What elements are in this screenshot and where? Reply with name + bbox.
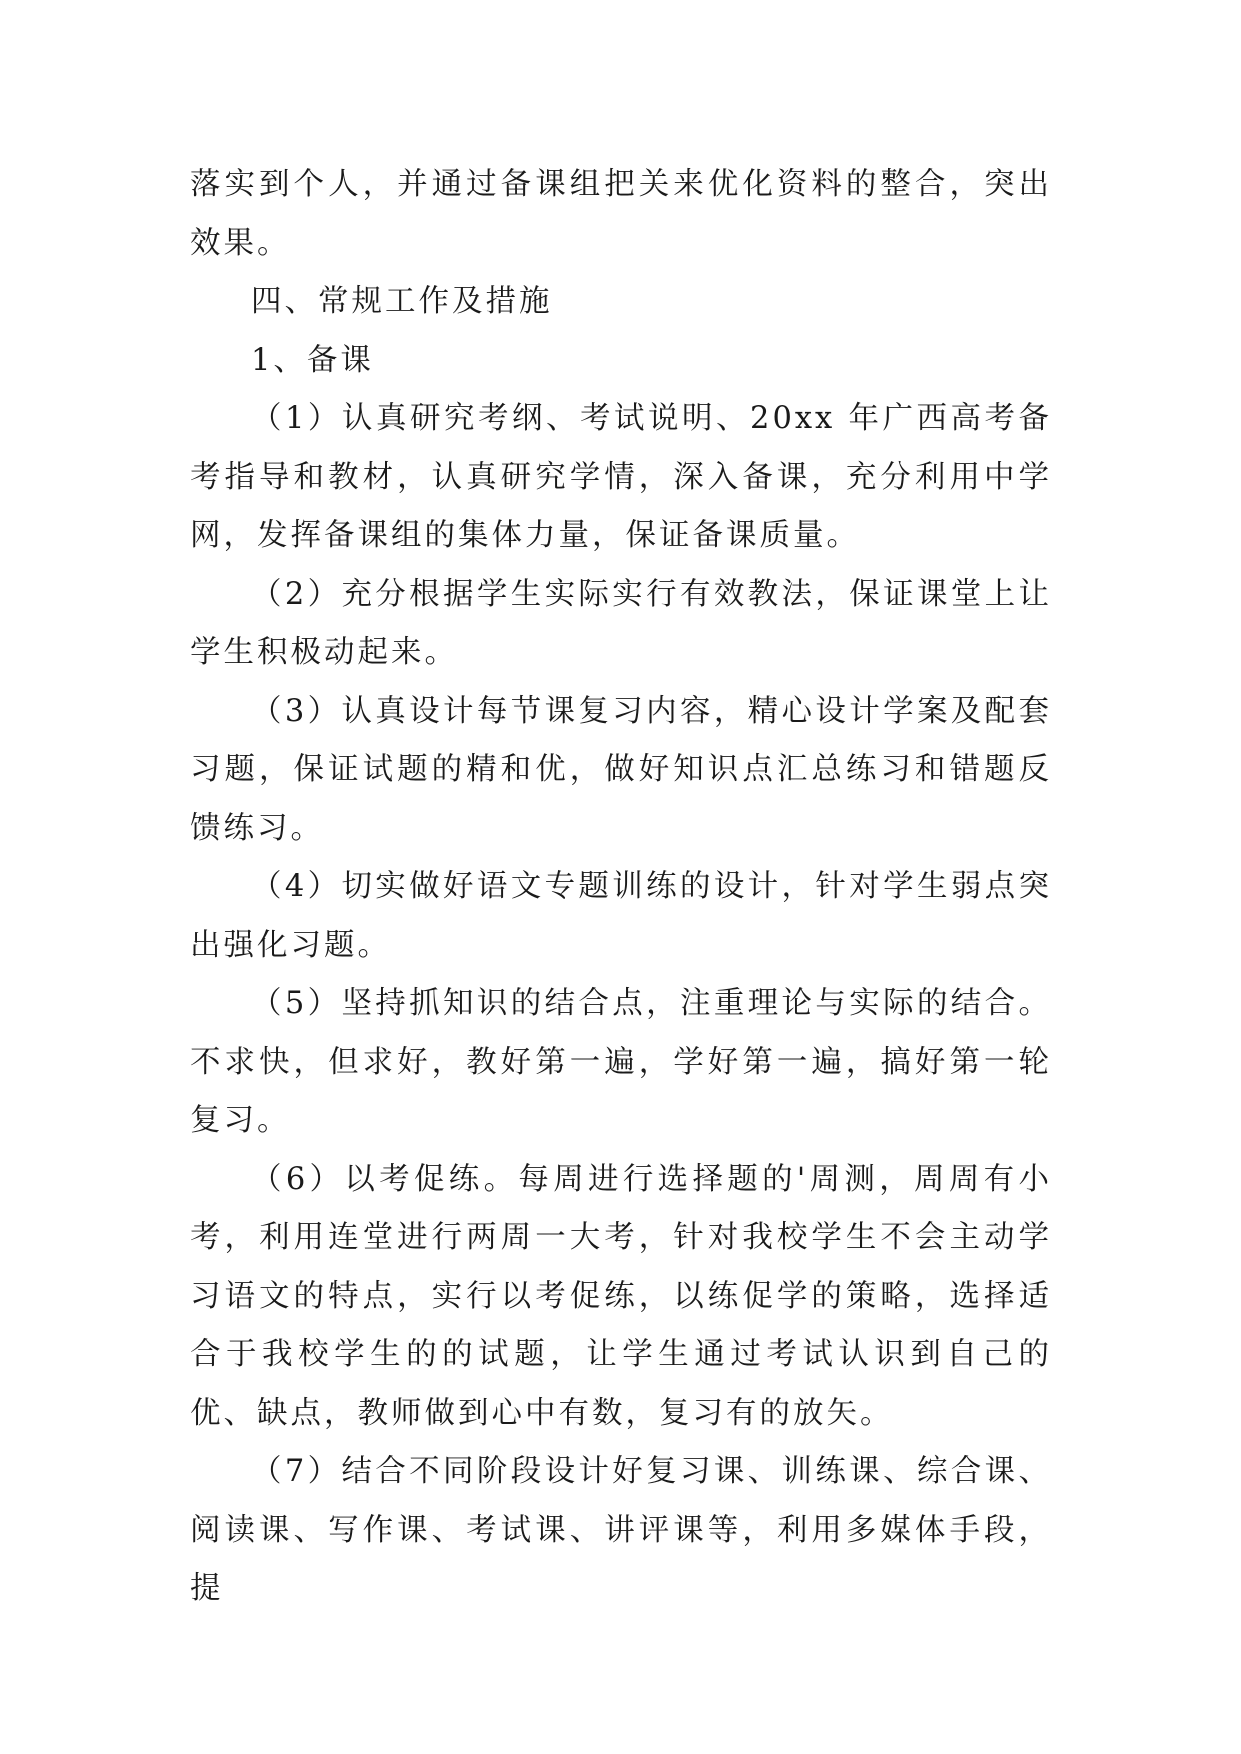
list-item-2: （2）充分根据学生实际实行有效教法，保证课堂上让学生积极动起来。 [190, 576, 1052, 670]
list-item-1: （1）认真研究考纲、考试说明、20xx 年广西高考备考指导和教材，认真研究学情，深入备课，充分利用中学网，发挥备课组的集体力量，保证备课质量。 [190, 401, 1052, 553]
list-item-4: （4）切实做好语文专题训练的设计，针对学生弱点突出强化习题。 [190, 869, 1052, 963]
section-heading: 四、常规工作及措施 [251, 284, 553, 319]
paragraph-continuation: 落实到个人，并通过备课组把关来优化资料的整合，突出效果。 [190, 167, 1052, 261]
document-body [190, 156, 1052, 1619]
subsection-heading: 1、备课 [251, 342, 374, 378]
list-item-3: （3）认真设计每节课复习内容，精心设计学案及配套习题，保证试题的精和优，做好知识点汇总练习和错题反馈练习。 [190, 693, 1052, 846]
list-item-7: （7）结合不同阶段设计好复习课、训练课、综合课、阅读课、写作课、考试课、讲评课等，利用多媒体手段，提 [190, 1454, 1052, 1606]
list-item-6: （6）以考促练。每周进行选择题的'周测，周周有小考，利用连堂进行两周一大考，针对我校学生不会主动学习语文的特点，实行以考促练，以练促学的策略，选择适合于我校学生的的试题，让学生通过考试认识到自己的优、缺点，教师做到心中有数，复习有的放矢。 [190, 1161, 1052, 1431]
list-item-5: （5）坚持抓知识的结合点，注重理论与实际的结合。不求快，但求好，教好第一遍，学好第一遍，搞好第一轮复习。 [190, 986, 1052, 1138]
